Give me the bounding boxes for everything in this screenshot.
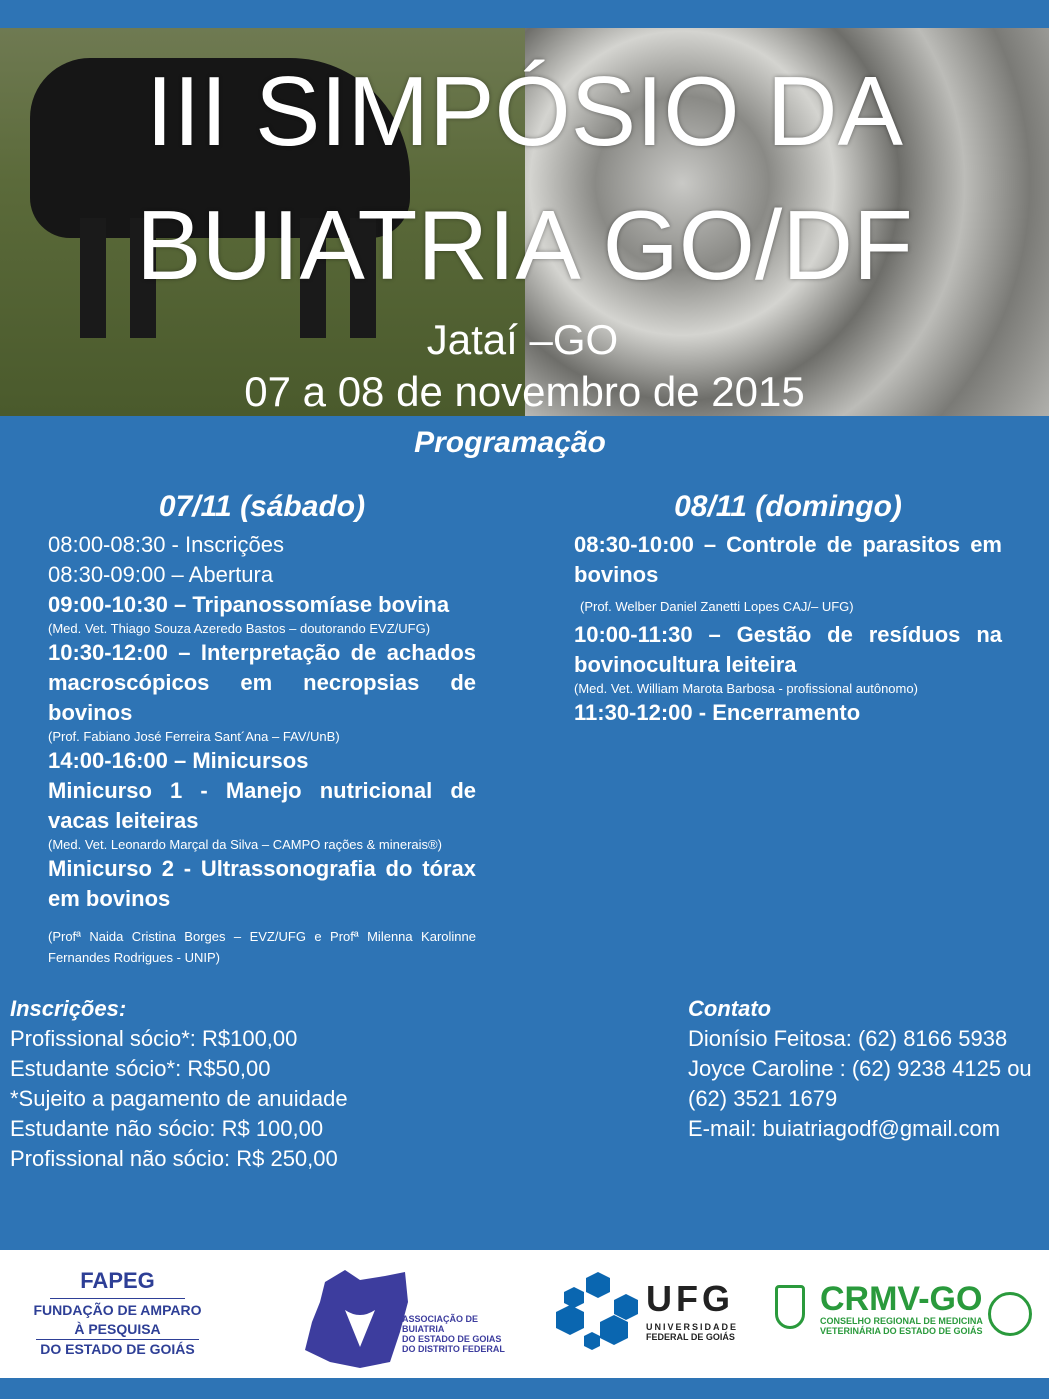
speaker: (Prof. Fabiano José Ferreira Sant´Ana – FAV/UnB) [48, 729, 340, 744]
program-title: Programação [414, 426, 606, 459]
event-dates: 07 a 08 de novembro de 2015 [244, 368, 805, 415]
schedule-item: 08:30-10:00 – Controle de parasitos em bovinos [574, 532, 1002, 587]
speaker: (Med. Vet. Leonardo Marçal da Silva – CAMPO rações & minerais®) [48, 837, 442, 852]
crmv-seal-icon [988, 1292, 1032, 1336]
day2-schedule [574, 530, 1002, 728]
price-line: Profissional sócio*: R$100,00 [10, 1026, 298, 1051]
abgodf-logo: ASSOCIAÇÃO DE BUIATRIA DO ESTADO DE GOIAS DO DISTRITO FEDERAL [300, 1262, 410, 1375]
speaker: (Profª Naida Cristina Borges – EVZ/UFG e Profª Milenna Karolinne Fernandes Rodrigues - UNIP) [48, 929, 476, 965]
price-note: *Sujeito a pagamento de anuidade [10, 1086, 348, 1111]
price-line: Estudante não sócio: R$ 100,00 [10, 1116, 324, 1141]
schedule-item: 08:30-09:00 – Abertura [48, 562, 274, 587]
contact-line: Dionísio Feitosa: (62) 8166 5938 [688, 1026, 1008, 1051]
contact-line: (62) 3521 1679 [688, 1086, 838, 1111]
event-title-line2: BUIATRIA GO/DF [136, 190, 913, 300]
schedule-item: 10:00-11:30 – Gestão de resíduos na bovinocultura leiteira [574, 622, 1002, 677]
event-title-line1: III SIMPÓSIO DA [146, 56, 903, 166]
schedule-item: 14:00-16:00 – Minicursos [48, 748, 309, 773]
registration-heading: Inscrições: [10, 996, 127, 1021]
registration-section [10, 994, 348, 1174]
day1-schedule [48, 530, 476, 968]
speaker: (Med. Vet. William Marota Barbosa - profissional autônomo) [574, 681, 918, 696]
hexagon-cluster-icon [556, 1270, 641, 1360]
event-location: Jataí –GO [426, 316, 619, 363]
schedule-item: Minicurso 1 - Manejo nutricional de vacas leiteiras [48, 778, 476, 833]
crmv-logo: CRMV-GO CONSELHO REGIONAL DE MEDICINA VETERINÁRIA DO ESTADO DE GOIÁS [820, 1280, 983, 1336]
price-line: Profissional não sócio: R$ 250,00 [10, 1146, 338, 1171]
contact-section [688, 994, 1032, 1144]
schedule-item: 11:30-12:00 - Encerramento [574, 700, 861, 725]
schedule-item: Minicurso 2 - Ultrassonografia do tórax em bovinos [48, 856, 476, 911]
schedule-item: 08:00-08:30 - Inscrições [48, 532, 285, 557]
schedule-item: 09:00-10:30 – Tripanossomíase bovina [48, 592, 450, 617]
contact-line: Joyce Caroline : (62) 9238 4125 ou [688, 1056, 1032, 1081]
crmv-shield-icon [775, 1285, 805, 1329]
fapeg-logo: FAPEG FUNDAÇÃO DE AMPARO À PESQUISA DO ESTADO DE GOIÁS [33, 1268, 202, 1357]
ufg-logo: UFG UNIVERSIDADE FEDERAL DE GOIÁS [556, 1270, 641, 1365]
sponsor-logos [0, 1250, 1049, 1378]
day2-heading: 08/11 (domingo) [674, 490, 902, 523]
price-line: Estudante sócio*: R$50,00 [10, 1056, 271, 1081]
schedule-item: 10:30-12:00 – Interpretação de achados macroscópicos em necropsias de bovinos [48, 640, 476, 725]
goias-map-icon [300, 1262, 410, 1370]
speaker: (Prof. Welber Daniel Zanetti Lopes CAJ/– UFG) [580, 599, 854, 614]
contact-email[interactable]: E-mail: buiatriagodf@gmail.com [688, 1116, 1001, 1141]
speaker: (Med. Vet. Thiago Souza Azeredo Bastos – doutorando EVZ/UFG) [48, 621, 431, 636]
day1-heading: 07/11 (sábado) [158, 490, 366, 523]
contact-heading: Contato [688, 996, 772, 1021]
